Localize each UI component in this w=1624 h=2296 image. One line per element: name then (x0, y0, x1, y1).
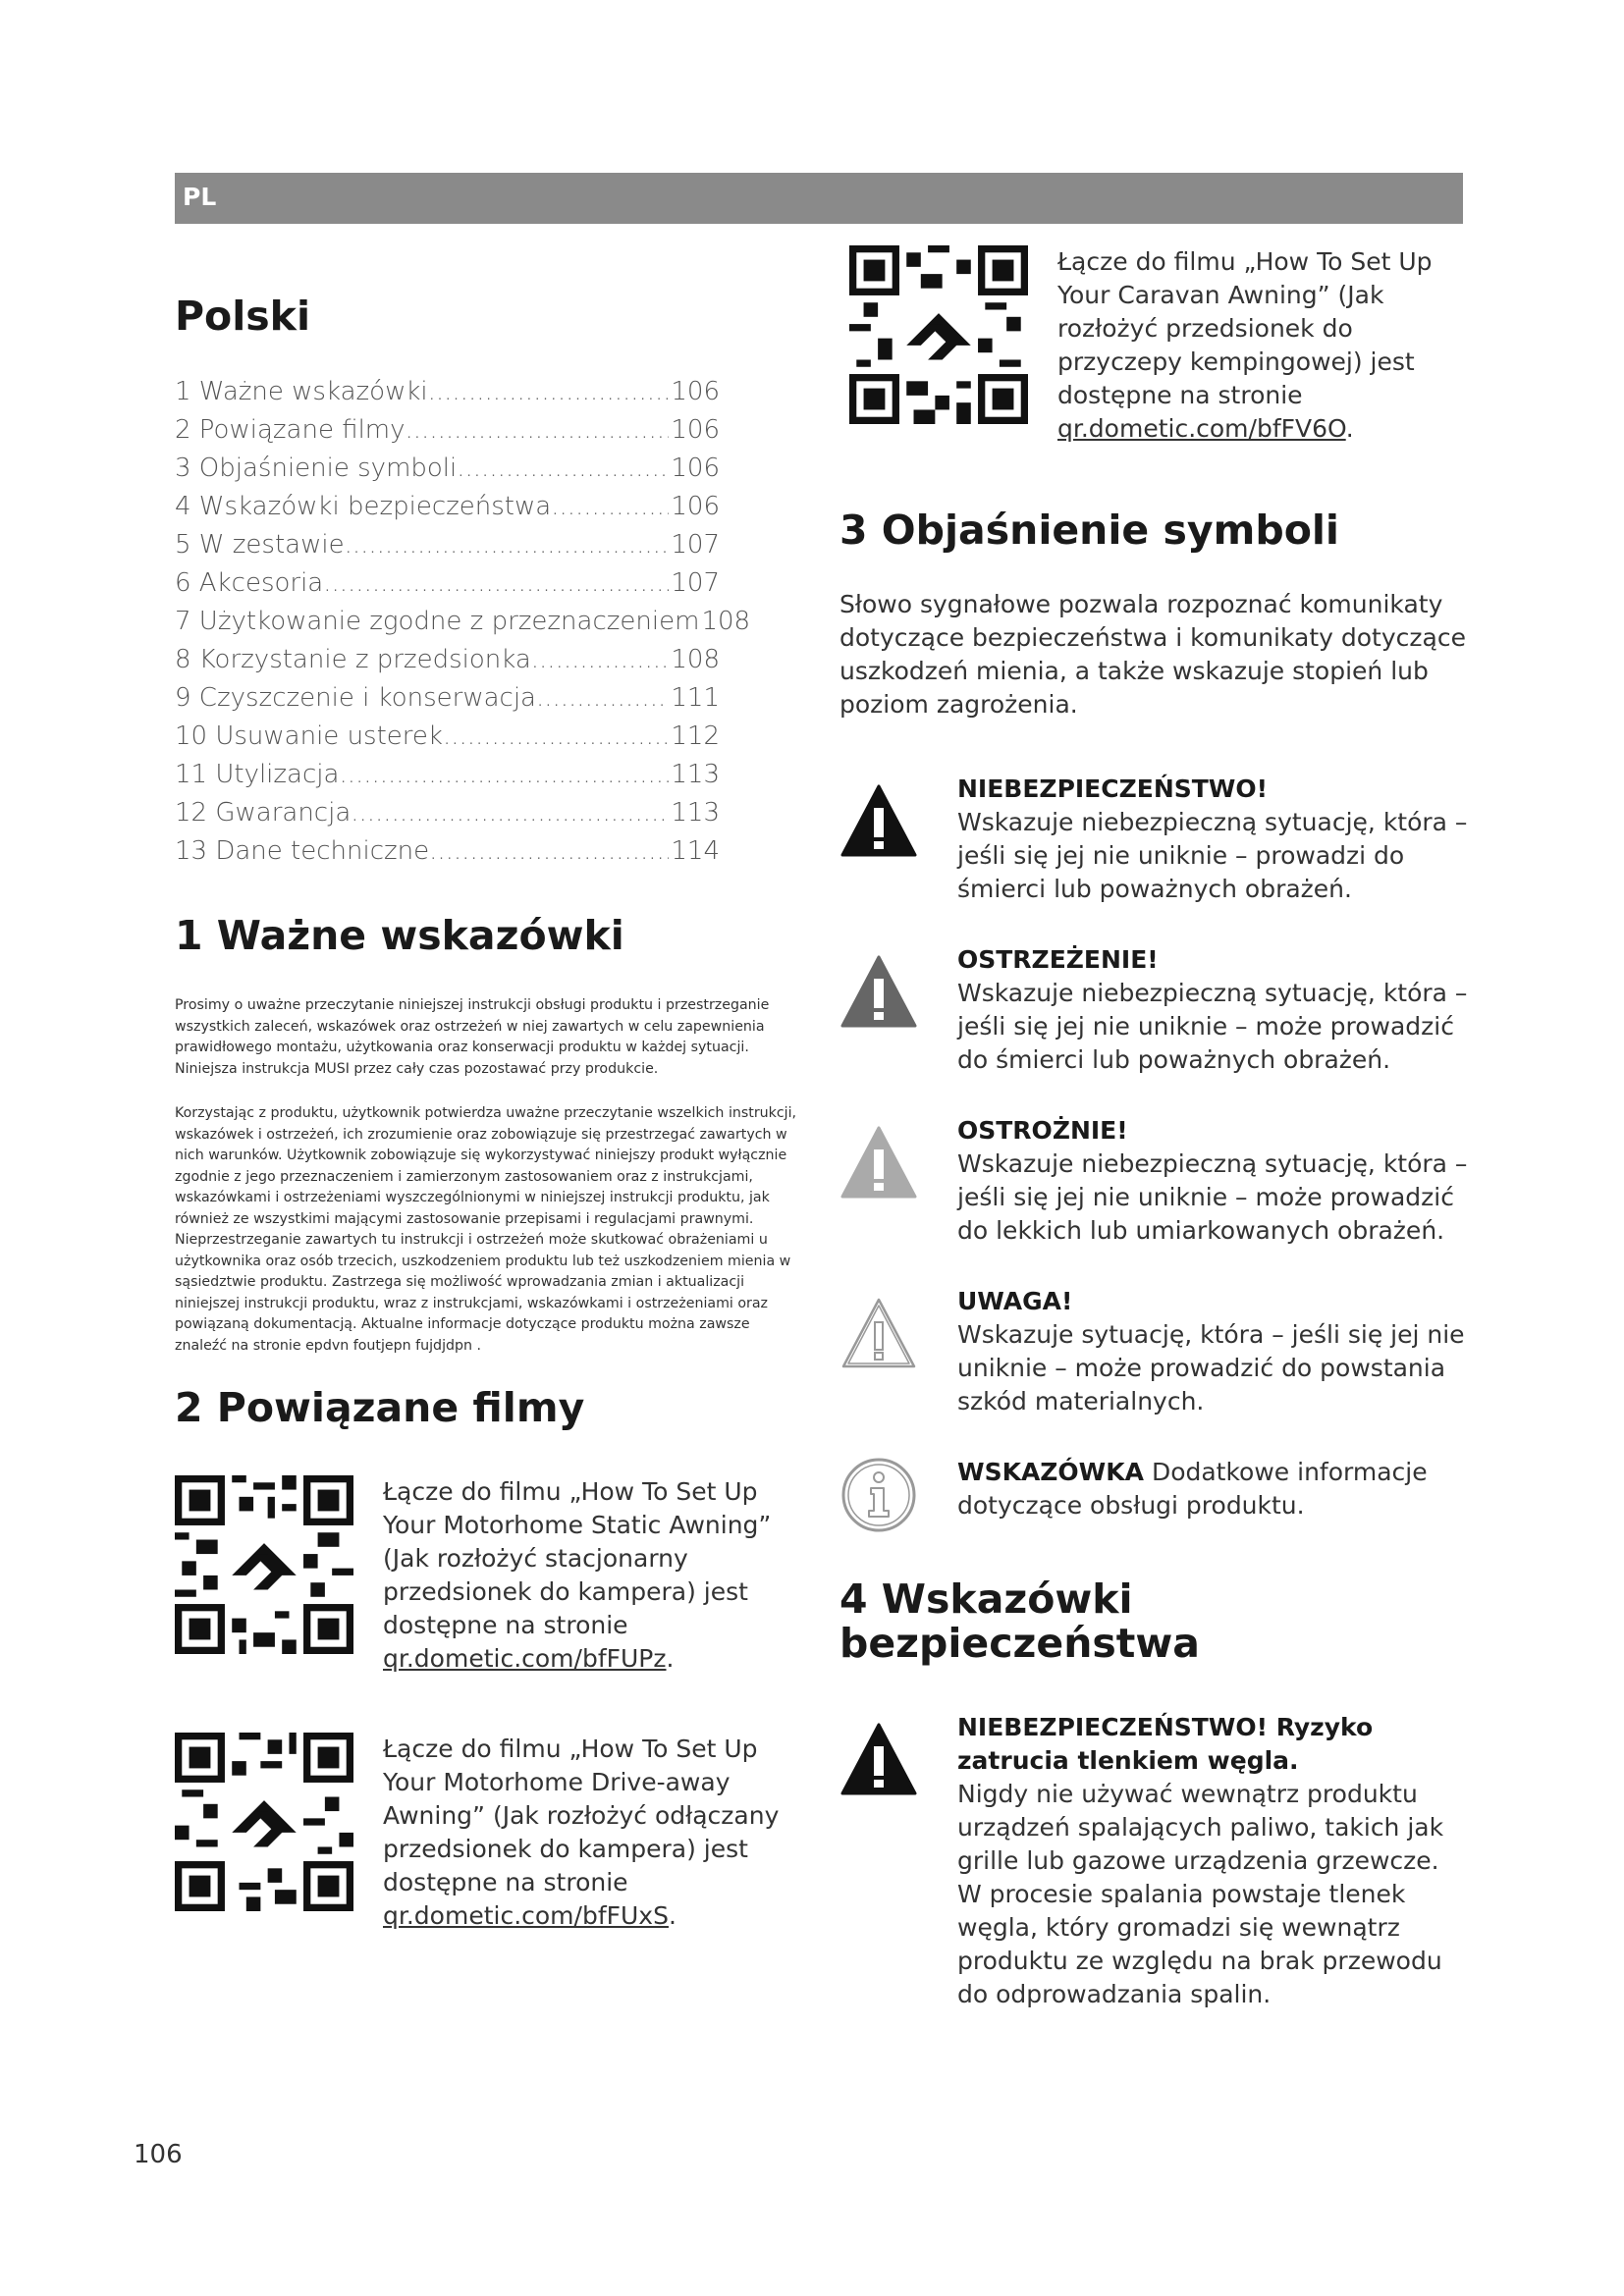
qr-code-icon[interactable] (175, 1475, 353, 1654)
language-bar (175, 173, 1463, 224)
signal-description: Wskazuje niebezpieczną sytuację, która – jeśli się jej nie uniknie – może prowadzić do śmierci lub poważnych obrażeń. (957, 979, 1468, 1075)
warning-description: Nigdy nie używać wewnątrz produktu urządzeń spalających paliwo, takich jak grille lub gazowe urządzenia grzewcze. W procesie spalania powstaje tlenek węgla, który gromadzi się wewnątrz produktu ze względu na brak przewodu do odprowadzania spalin. (957, 1780, 1444, 2009)
signal-notice (839, 1285, 1468, 1418)
signal-word: UWAGA! (957, 1287, 1073, 1316)
signal-info (839, 1456, 1468, 1534)
toc-item[interactable]: 5 W zestawie ..... 107 (175, 526, 720, 564)
signal-description: Wskazuje sytuację, która – jeśli się jej nie uniknie – może prowadzić do powstania szkód materialnych. (957, 1320, 1465, 1416)
warning-heading: NIEBEZPIECZEŃSTWO! Ryzyko zatrucia tlenkiem węgla. (957, 1713, 1374, 1776)
page-number: 106 (134, 2140, 183, 2169)
language-code: PL (183, 183, 217, 211)
video-link-text: Łącze do filmu „How To Set Up Your Motorhome Drive-away Awning” (Jak rozłożyć odłączany przedsionek do kampera) jest dostępne na stronie qr.dometic.com/bfFUxS. (383, 1735, 780, 1931)
toc-item[interactable]: 7 Użytkowanie zgodne z przeznaczeniem 108 (175, 607, 751, 636)
signal-word: OSTRZEŻENIE! (957, 945, 1159, 975)
left-column (175, 285, 813, 1990)
toc-item[interactable]: 10 Usuwanie usterek ..... 112 (175, 718, 720, 756)
toc-item[interactable]: 4 Wskazówki bezpieczeństwa ..... 106 (175, 488, 720, 526)
toc-item[interactable]: 3 Objaśnienie symboli ..... 106 (175, 450, 720, 488)
toc-item[interactable]: 12 Gwarancja ..... 113 (175, 794, 720, 832)
video-link-static-awning (175, 1475, 813, 1676)
right-column (839, 245, 1468, 2049)
toc-item[interactable]: 2 Powiązane filmy ..... 106 (175, 411, 720, 450)
signal-description: Wskazuje niebezpieczną sytuację, która – jeśli się jej nie uniknie – może prowadzić do lekkich lub umiarkowanych obrażeń. (957, 1149, 1468, 1246)
qr-code-icon[interactable] (849, 245, 1028, 424)
video-link-text: Łącze do filmu „How To Set Up Your Caravan Awning” (Jak rozłożyć przedsionek do przyczepy kempingowej) jest dostępne na stronie qr.dometic.com/bfFV6O. (1057, 247, 1433, 443)
section-2-heading: 2 Powiązane filmy (175, 1384, 585, 1432)
video-link-url[interactable]: qr.dometic.com/bfFUPz (383, 1644, 667, 1674)
section-3-intro: Słowo sygnałowe pozwala rozpoznać komunikaty dotyczące bezpieczeństwa i komunikaty dotyczące uszkodzeń mienia, a także wskazuje stopień lub poziom zagrożenia. (839, 590, 1466, 720)
table-of-contents (175, 373, 813, 871)
toc-item[interactable]: 13 Dane techniczne ..... 114 (175, 832, 720, 871)
safety-warning-carbon-monoxide (839, 1711, 1468, 2011)
toc-item[interactable]: 9 Czyszczenie i konserwacja ..... 111 (175, 679, 720, 718)
section-1-paragraph-2: Korzystając z produktu, użytkownik potwierdza uważne przeczytanie wszelkich instrukcji, wskazówek i ostrzeżeń, ich zrozumienie oraz zobowiązuje się przestrzegać zawartych w nich warunków. Użytkownik zobowiązuje się wykorzystywać niniejszy produkt wyłącznie zgodnie z jego przeznaczeniem i zamierzonym zastosowaniem oraz z instrukcjami, wskazówkami i ostrzeżeniami wyszczególnionymi w niniejszej instrukcji produktu, jak również ze wszystkimi mającymi zastosowanie przepisami i regulacjami prawnymi. Nieprzestrzeganie zawartych tu instrukcji i ostrzeżeń może skutkować obrażeniami u użytkownika oraz osób trzecich, uszkodzeniem produktu lub też uszkodzeniem mienia w sąsiedztwie produktu. Zastrzega się możliwość wprowadzania zmian i aktualizacji niniejszej instrukcji produktu, wraz z instrukcjami, wskazówkami i ostrzeżeniami oraz powiązaną dokumentacją. Aktualne informacje dotyczące produktu można zawsze znaleźć na stronie epdvn foutjepn fujdjdpn . (175, 1105, 797, 1354)
page-title: Polski (175, 293, 310, 340)
warning-icon (839, 953, 918, 1032)
section-1-heading: 1 Ważne wskazówki (175, 912, 624, 959)
toc-item[interactable]: 6 Akcesoria ..... 107 (175, 564, 720, 603)
qr-code-icon[interactable] (175, 1733, 353, 1911)
signal-word: NIEBEZPIECZEŃSTWO! (957, 774, 1269, 804)
signal-description: Dodatkowe informacje dotyczące obsługi produktu. (957, 1458, 1428, 1521)
caution-icon (839, 1124, 918, 1202)
signal-danger (839, 773, 1468, 906)
toc-item[interactable]: 8 Korzystanie z przedsionka ..... 108 (175, 641, 720, 679)
toc-item[interactable]: 11 Utylizacja ..... 113 (175, 756, 720, 794)
video-link-url[interactable]: qr.dometic.com/bfFUxS (383, 1901, 669, 1931)
video-link-drive-away-awning (175, 1733, 813, 1933)
video-link-caravan-awning (839, 245, 1468, 446)
notice-icon (839, 1295, 918, 1373)
section-3-heading: 3 Objaśnienie symboli (839, 507, 1339, 554)
info-icon (839, 1456, 918, 1534)
video-link-url[interactable]: qr.dometic.com/bfFV6O (1057, 414, 1346, 443)
signal-description: Wskazuje niebezpieczną sytuację, która – jeśli się jej nie uniknie – prowadzi do śmierci lub poważnych obrażeń. (957, 808, 1468, 904)
signal-warning (839, 943, 1468, 1077)
danger-icon (839, 782, 918, 861)
signal-word: WSKAZÓWKA (957, 1458, 1144, 1487)
section-1-paragraph-1: Prosimy o uważne przeczytanie niniejszej instrukcji obsługi produktu i przestrzeganie wszystkich zaleceń, wskazówek oraz ostrzeżeń w niej zawartych w celu zapewnienia prawidłowego montażu, użytkowania oraz konserwacji produktu w każdej sytuacji. Niniejsza instrukcja MUSI przez cały czas pozostawać przy produkcie. (175, 997, 770, 1077)
signal-word: OSTROŻNIE! (957, 1116, 1128, 1146)
section-4-heading: 4 Wskazówki bezpieczeństwa (839, 1575, 1200, 1668)
video-link-text: Łącze do filmu „How To Set Up Your Motorhome Static Awning” (Jak rozłożyć stacjonarny przedsionek do kampera) jest dostępne na stronie qr.dometic.com/bfFUPz. (383, 1477, 772, 1674)
signal-caution (839, 1114, 1468, 1248)
toc-item[interactable]: 1 Ważne wskazówki ..... 106 (175, 373, 720, 411)
danger-icon (839, 1721, 918, 1799)
